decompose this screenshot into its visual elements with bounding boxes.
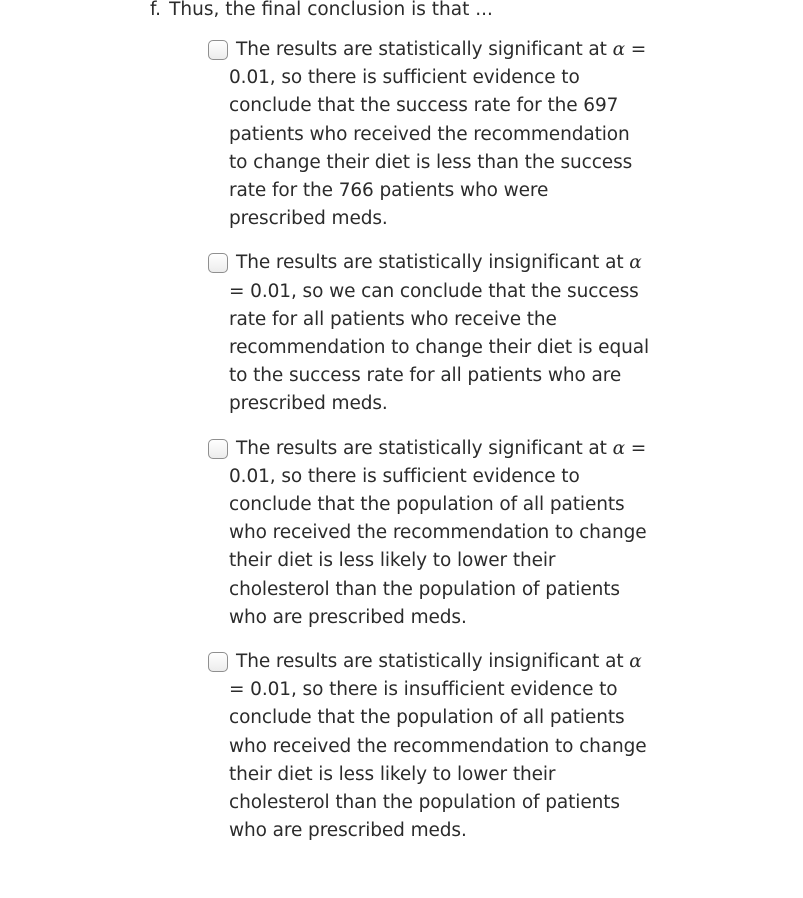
answer-lead-2: The results are statistically insignificant at [236, 252, 624, 274]
answer-lead-4: The results are statistically insignificant at [236, 651, 624, 673]
answer-tail-3: = 0.01, so there is sufficient evidence to conclude that the population of all patients who received the recommendation to change their diet is less likely to lower their cholesterol than the population of patients who are prescribed meds. [229, 437, 647, 628]
answer-tail-2: = 0.01, so we can conclude that the success rate for all patients who receive the recommendation to change their diet is equal to the success rate for all patients who are prescribed meds. [229, 280, 650, 415]
answer-tail-1: = 0.01, so there is sufficient evidence to conclude that the success rate for the 697 patients who received the recommendation to change their diet is less than the success rate for the 766 patients who were prescribed meds. [229, 39, 647, 230]
answer-lead-3: The results are statistically significant at [236, 437, 607, 459]
question-prompt: Thus, the final conclusion is that ... [169, 0, 493, 20]
answer-options [208, 36, 648, 861]
answer-lead-1: The results are statistically significant at [236, 39, 607, 60]
question-label: f. [150, 0, 162, 20]
alpha-symbol: α [629, 252, 642, 274]
answer-checkbox-3[interactable] [208, 439, 228, 459]
answer-text-1 [229, 36, 649, 233]
answer-option-1[interactable] [208, 36, 648, 233]
alpha-symbol: α [612, 39, 626, 60]
answer-option-4[interactable] [208, 648, 648, 845]
answer-option-3[interactable] [208, 435, 648, 632]
alpha-symbol: α [612, 437, 626, 459]
answer-checkbox-2[interactable] [208, 253, 228, 273]
answer-checkbox-4[interactable] [208, 652, 228, 672]
alpha-symbol: α [629, 651, 642, 673]
answer-checkbox-1[interactable] [208, 40, 228, 60]
answer-text-4 [229, 648, 649, 845]
answer-option-2[interactable] [208, 249, 648, 418]
answer-tail-4: = 0.01, so there is insufficient evidence to conclude that the population of all patients who received the recommendation to change their diet is less likely to lower their cholesterol than the population of patients who are prescribed meds. [229, 679, 647, 842]
answer-text-3 [229, 435, 649, 632]
question-header [150, 0, 493, 24]
answer-text-2 [229, 249, 649, 418]
